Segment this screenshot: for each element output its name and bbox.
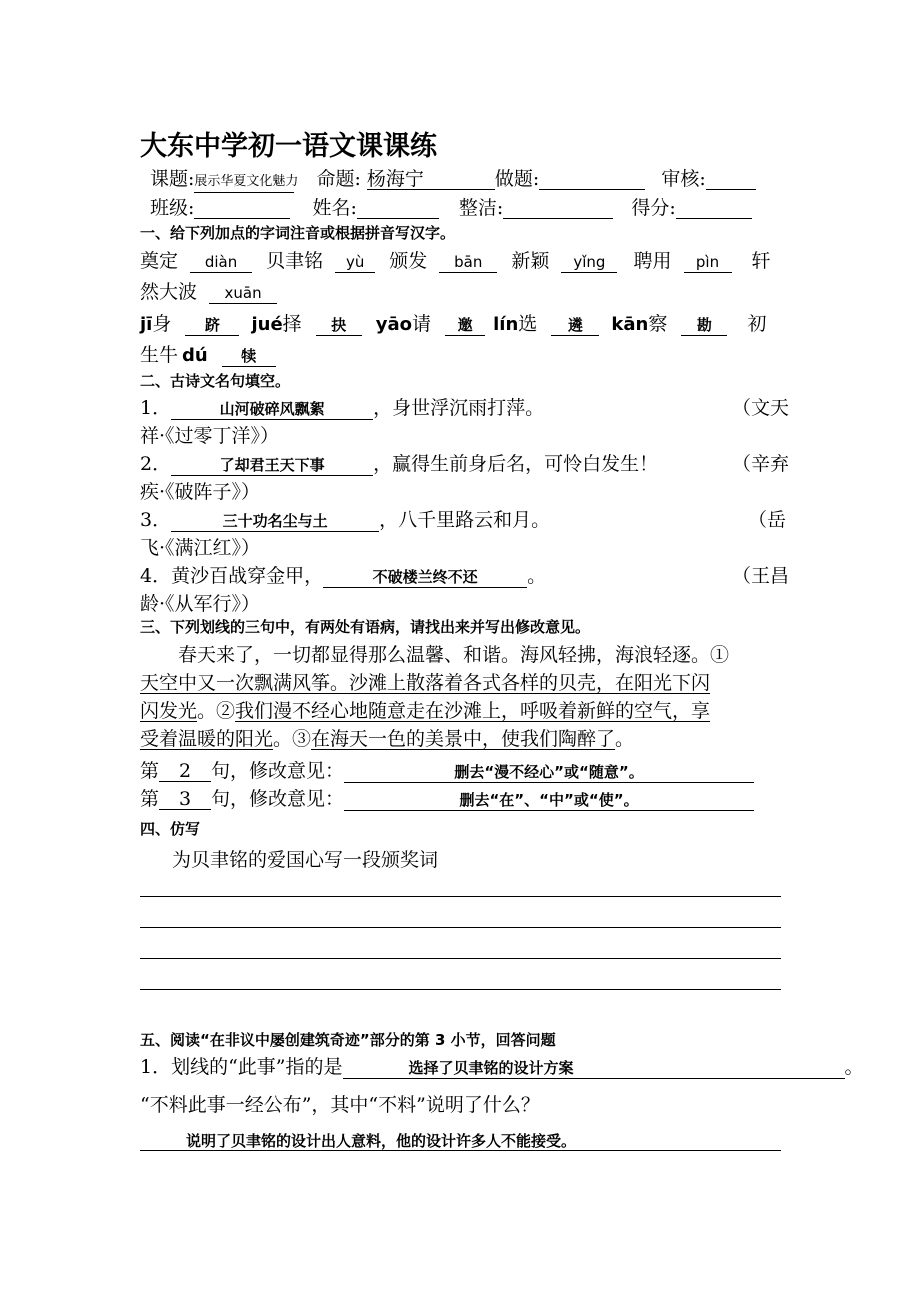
topic-label: 课题:: [150, 168, 195, 190]
answer-9: 邀: [445, 315, 485, 336]
poem-q1-source-a: （文天: [732, 397, 790, 419]
revision-2: 第 3 句，修改意见： 删去“在”、“中”或“使”。: [140, 784, 754, 811]
poem-q4-source-a: （王昌: [732, 565, 790, 587]
s1-row-3: jī身 跻 jué择 抉 yāo请 邀 lín选 遴 kān察 勘 初: [140, 313, 767, 335]
neat-field[interactable]: [503, 198, 613, 219]
class-field[interactable]: [194, 198, 290, 219]
answer-2: yù: [335, 252, 375, 273]
poem-answer-2: 了却君王天下事: [171, 455, 373, 476]
answer-5: pìn: [684, 252, 732, 273]
passage-line-3: 闪发光。②我们漫不经心地随意走在沙滩上，呼吸着新鲜的空气，享: [140, 700, 711, 722]
answer-1: diàn: [190, 252, 252, 273]
poem-q2-source-b: 疾·《破阵子》）: [140, 481, 261, 503]
section-1-heading: 一、给下列加点的字词注音或根据拼音写汉字。: [140, 224, 456, 242]
revision-1-number: 2: [159, 761, 211, 782]
reading-answer-2: 说明了贝聿铭的设计出人意料，他的设计许多人不能接受。: [186, 1132, 577, 1150]
answer-10: 遴: [551, 315, 599, 336]
page-title: 大东中学初一语文课课练: [140, 131, 437, 162]
poem-q3-source-b: 飞·《满江红》）: [140, 537, 261, 559]
name-label: 姓名:: [312, 197, 357, 219]
poem-q4-source-b: 龄·《从军行》）: [140, 593, 261, 615]
passage-line-4: 受着温暖的阳光。③在海天一色的美景中，使我们陶醉了。: [140, 728, 635, 750]
s1-row-1: 奠定 diàn 贝聿铭 yù 颁发 bān 新颖 yǐng 聘用 pìn 轩: [140, 250, 771, 272]
section-5-heading: 五、阅读“在非议中屡创建筑奇迹”部分的第 3 小节，回答问题: [140, 1031, 556, 1049]
answer-3: bān: [439, 252, 497, 273]
section-4-heading: 四、仿写: [140, 820, 201, 838]
revision-2-number: 3: [159, 789, 211, 810]
poem-q2-source-a: （辛弃: [732, 453, 790, 475]
header-row-2: [150, 193, 752, 220]
header-row-1: [150, 164, 756, 193]
writing-line-3[interactable]: [140, 958, 781, 959]
answer-8: 抉: [316, 315, 362, 336]
poem-q1: 1． 山河破碎风飘絮 ，身世浮沉雨打萍。: [140, 397, 545, 419]
answer-11: 勘: [681, 315, 727, 336]
section-3-heading: 三、下列划线的三句中，有两处有语病，请找出来并写出修改意见。: [140, 618, 591, 636]
poem-q3: 3． 三十功名尘与土 ，八千里路云和月。: [140, 509, 551, 531]
writing-line-2[interactable]: [140, 927, 781, 928]
revision-1-answer: 删去“漫不经心”或“随意”。: [344, 762, 754, 783]
reading-q2: “不料此事一经公布”，其中“不料”说明了什么？: [140, 1094, 540, 1116]
reviewer-field[interactable]: [706, 169, 756, 190]
revision-1: 第 2 句，修改意见： 删去“漫不经心”或“随意”。: [140, 756, 754, 783]
solver-field[interactable]: [539, 169, 645, 190]
writing-line-4[interactable]: [140, 989, 781, 990]
s1-row-2: 然大波 xuān: [140, 277, 277, 304]
poem-q4: 4．黄沙百战穿金甲， 不破楼兰终不还 。: [140, 565, 547, 587]
poem-q1-source-b: 祥·《过零丁洋》）: [140, 425, 280, 447]
author-label: 命题:: [316, 168, 361, 190]
score-field[interactable]: [676, 198, 752, 219]
name-field[interactable]: [357, 198, 439, 219]
answer-12: 犊: [222, 346, 276, 367]
answer-7: 跻: [185, 315, 239, 336]
passage-line-1: 春天来了，一切都显得那么温馨、和谐。海风轻拂，海浪轻逐。①: [178, 644, 730, 666]
passage-line-2: 天空中又一次飘满风筝。沙滩上散落着各式各样的贝壳，在阳光下闪: [140, 672, 711, 694]
neat-label: 整洁:: [458, 197, 504, 219]
poem-answer-4: 不破楼兰终不还: [323, 567, 527, 588]
poem-q2: 2． 了却君王天下事 ，赢得生前身后名，可怜白发生！: [140, 453, 659, 475]
section-2-heading: 二、古诗文名句填空。: [140, 372, 291, 390]
author-value: 杨海宁: [367, 169, 495, 190]
imitation-prompt: 为贝聿铭的爱国心写一段颁奖词: [172, 849, 439, 871]
revision-2-answer: 删去“在”、“中”或“使”。: [344, 790, 754, 811]
poem-answer-3: 三十功名尘与土: [171, 511, 379, 532]
s1-row-4: 生牛 dú 犊: [140, 340, 276, 367]
topic-value: 展示华夏文化魅力: [194, 172, 294, 193]
solver-label: 做题:: [494, 168, 540, 190]
answer-4: yǐng: [561, 252, 617, 273]
writing-line-1[interactable]: [140, 896, 781, 897]
reading-q1: 1．划线的“此事”指的是 选择了贝聿铭的设计方案 。: [140, 1056, 864, 1078]
class-label: 班级:: [150, 197, 195, 219]
score-label: 得分:: [631, 197, 676, 219]
reviewer-label: 审核:: [661, 168, 706, 190]
reading-answer-1: 选择了贝聿铭的设计方案: [343, 1058, 845, 1079]
poem-answer-1: 山河破碎风飘絮: [171, 399, 373, 420]
answer-6: xuān: [209, 283, 277, 304]
poem-q3-source-a: （岳: [748, 509, 787, 531]
reading-q2-answer-line: [140, 1130, 781, 1151]
